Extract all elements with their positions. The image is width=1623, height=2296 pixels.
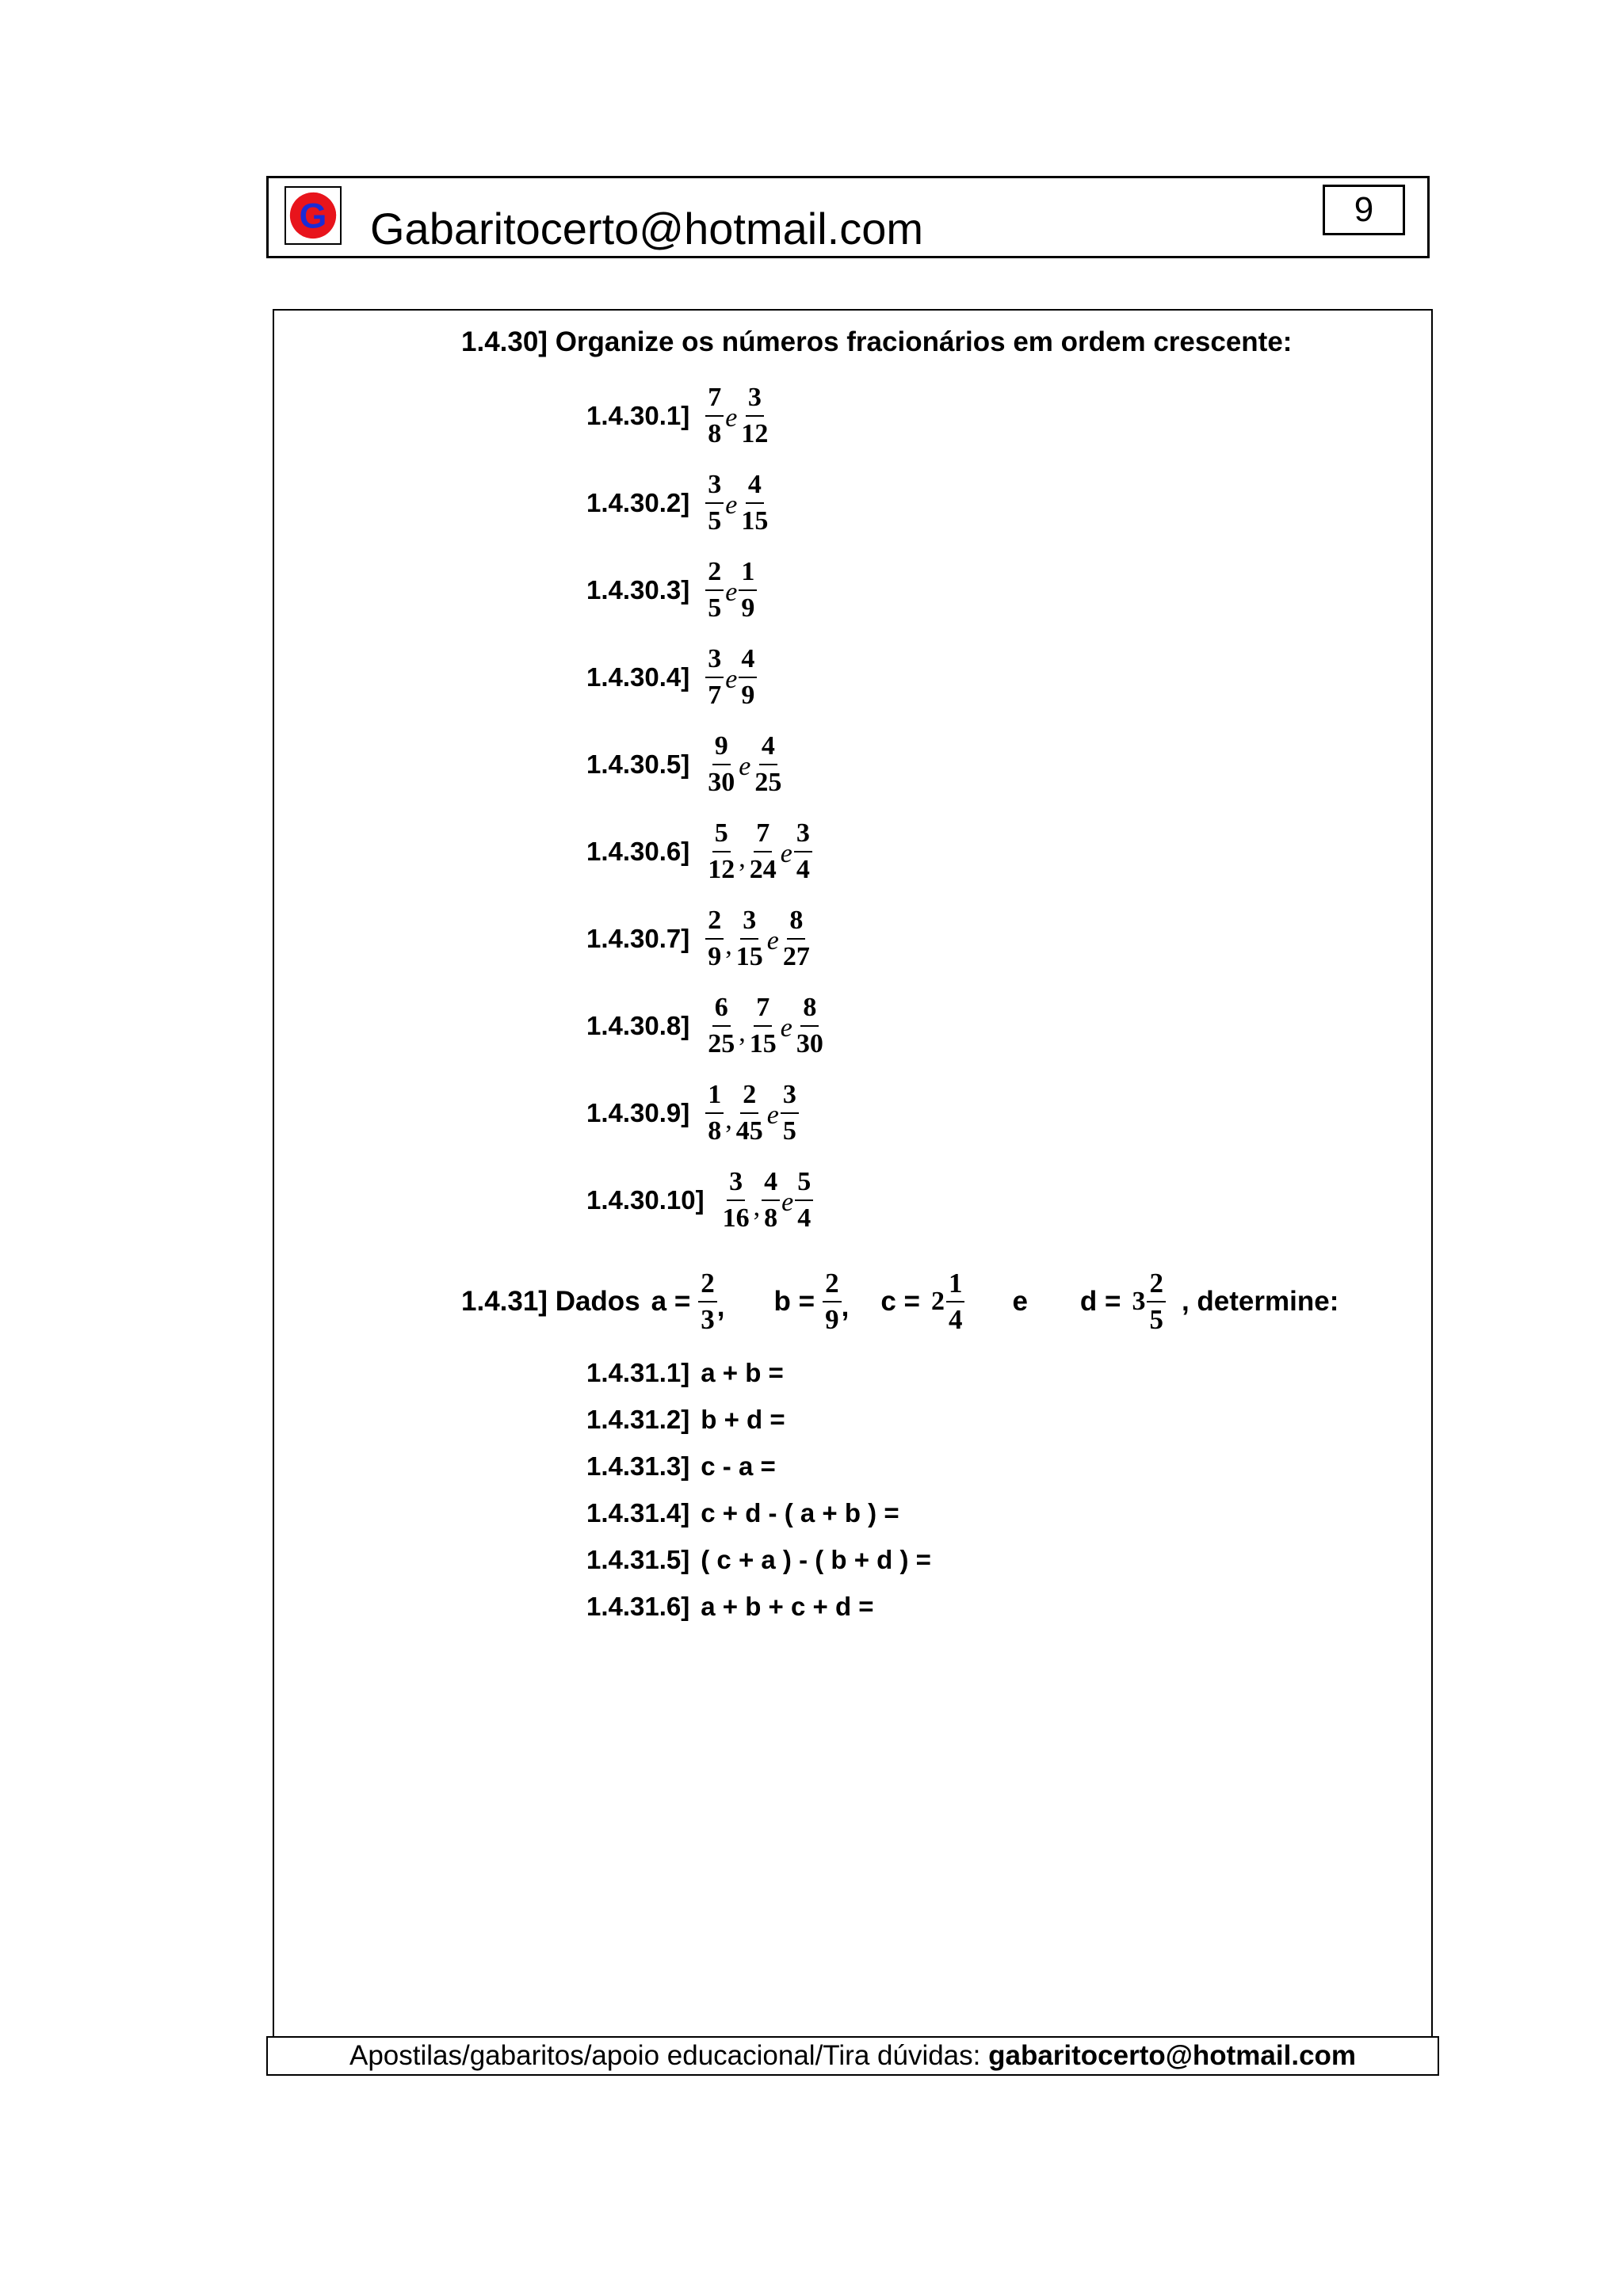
page-footer — [266, 2036, 1439, 2076]
q31-subitem-label: 1.4.31.6] — [586, 1592, 690, 1621]
connector-and: e — [725, 578, 738, 607]
fraction-denominator: 5 — [708, 593, 722, 623]
fraction — [747, 992, 779, 1060]
fraction — [705, 730, 737, 799]
q30-item-label: 1.4.30.1] — [586, 401, 690, 430]
fraction-numerator: 9 — [712, 730, 731, 765]
header-email: Gabaritocerto@hotmail.com — [370, 204, 924, 254]
q30-item — [586, 729, 784, 800]
connector-and: e — [766, 926, 779, 955]
q31-d-whole: 3 — [1132, 1287, 1146, 1316]
fraction — [734, 905, 766, 973]
fraction — [739, 643, 757, 711]
fraction-numerator: 2 — [705, 905, 724, 940]
q31-subitem — [586, 1497, 899, 1529]
q31-and-word: e — [1012, 1286, 1028, 1317]
q30-item-label: 1.4.30.10] — [586, 1185, 705, 1215]
fraction-denominator: 5 — [782, 1116, 796, 1146]
q30-item — [586, 555, 757, 626]
q31-b-fraction: $\frac{2}{9}$ — [823, 1268, 842, 1336]
q31-subitem-expression: b + d = — [701, 1405, 785, 1434]
fraction-numerator: 4 — [739, 643, 757, 678]
fraction-numerator: 7 — [754, 818, 772, 852]
q31-comma-b: , — [841, 1291, 850, 1322]
fraction-denominator: 7 — [708, 681, 722, 710]
q30-item-fractions — [705, 818, 812, 886]
q31-subitem — [586, 1591, 874, 1623]
q31-subitem-expression: a + b = — [701, 1358, 784, 1387]
connector-and: e — [766, 1100, 779, 1130]
q30-item-fractions — [705, 643, 757, 711]
fraction — [705, 556, 724, 624]
fraction-denominator: 24 — [749, 855, 777, 884]
fraction-denominator: 8 — [764, 1203, 778, 1233]
q31-subitem-label: 1.4.31.4] — [586, 1498, 690, 1527]
connector-comma: , — [753, 1192, 761, 1222]
fraction-denominator: 8 — [708, 419, 722, 448]
q30-item — [586, 1165, 813, 1236]
connector-comma: , — [725, 1105, 732, 1135]
q31-b-label: b = — [773, 1286, 815, 1317]
fraction-numerator: 2 — [740, 1079, 758, 1114]
q31-comma-a: , — [716, 1291, 725, 1322]
fraction-denominator: 8 — [708, 1116, 722, 1146]
connector-comma: , — [739, 844, 746, 873]
q30-item-label: 1.4.30.6] — [586, 837, 690, 866]
fraction — [705, 382, 724, 450]
fraction-denominator: 15 — [749, 1029, 777, 1058]
q31-prefix: 1.4.31] Dados — [461, 1286, 640, 1317]
q30-item-fractions — [705, 556, 757, 624]
svg-text:G: G — [299, 196, 327, 236]
q30-item — [586, 1077, 799, 1149]
q30-item — [586, 467, 770, 539]
fraction — [734, 1079, 766, 1147]
fraction-denominator: 9 — [741, 681, 755, 710]
connector-comma: , — [739, 1018, 746, 1047]
q30-item-fractions — [705, 992, 826, 1060]
q30-item-fractions — [705, 730, 784, 799]
fraction-denominator: 5 — [708, 506, 722, 536]
fraction — [705, 469, 724, 537]
q30-item-fractions — [720, 1166, 814, 1234]
fraction — [794, 818, 812, 886]
fraction-numerator: 3 — [705, 469, 724, 504]
fraction — [752, 730, 784, 799]
fraction-numerator: 3 — [746, 382, 764, 417]
fraction — [762, 1166, 780, 1234]
fraction-denominator: 4 — [797, 1203, 812, 1233]
connector-and: e — [780, 839, 792, 868]
q30-item-label: 1.4.30.5] — [586, 749, 690, 779]
q30-item-fractions — [705, 1079, 799, 1147]
fraction-numerator: 3 — [740, 905, 758, 940]
connector-and: e — [781, 1188, 794, 1217]
q30-item-fractions — [705, 382, 770, 450]
q31-c-fraction: $\frac{1}{4}$ — [946, 1268, 965, 1336]
fraction — [795, 1166, 813, 1234]
q31-subitem-expression: c + d - ( a + b ) = — [701, 1498, 899, 1527]
fraction-denominator: 12 — [708, 855, 735, 884]
fraction-numerator: 3 — [727, 1166, 745, 1201]
fraction-denominator: 25 — [754, 768, 782, 797]
q30-item — [586, 990, 826, 1062]
q31-c-label: c = — [880, 1286, 920, 1317]
footer-email: gabaritocerto@hotmail.com — [988, 2040, 1357, 2071]
q30-item — [586, 380, 770, 452]
fraction — [747, 818, 779, 886]
fraction-numerator: 1 — [705, 1079, 724, 1114]
q30-item-label: 1.4.30.4] — [586, 662, 690, 692]
q31-subitem — [586, 1544, 931, 1576]
fraction — [720, 1166, 752, 1234]
content-frame — [273, 309, 1433, 2038]
fraction-denominator: 4 — [796, 855, 810, 884]
fraction-denominator: 30 — [796, 1029, 823, 1058]
fraction-denominator: 25 — [708, 1029, 735, 1058]
q31-subitem — [586, 1451, 776, 1482]
fraction-denominator: 12 — [741, 419, 769, 448]
fraction-numerator: 7 — [754, 992, 772, 1027]
connector-and: e — [725, 403, 738, 433]
q31-d-label: d = — [1079, 1286, 1121, 1317]
q31-subitem-expression: ( c + a ) - ( b + d ) = — [701, 1545, 931, 1574]
fraction — [781, 1079, 799, 1147]
fraction — [705, 818, 737, 886]
gabarito-logo-icon — [285, 186, 342, 245]
q30-item — [586, 816, 812, 887]
q31-c-whole: 2 — [930, 1287, 945, 1316]
q31-d-fraction: $\frac{2}{5}$ — [1147, 1268, 1166, 1336]
q31-subitem-label: 1.4.31.1] — [586, 1358, 690, 1387]
fraction — [739, 556, 757, 624]
fraction-numerator: 5 — [712, 818, 731, 852]
fraction — [705, 643, 724, 711]
fraction-numerator: 7 — [705, 382, 724, 417]
fraction-numerator: 4 — [759, 730, 777, 765]
fraction-denominator: 9 — [708, 942, 722, 971]
fraction-numerator: 2 — [705, 556, 724, 591]
q30-item-label: 1.4.30.7] — [586, 924, 690, 953]
q30-item-label: 1.4.30.9] — [586, 1098, 690, 1127]
q31-a-label: a = — [651, 1286, 691, 1317]
q31-subitem-expression: a + b + c + d = — [701, 1592, 874, 1621]
fraction-numerator: 1 — [739, 556, 757, 591]
q31-subitem-label: 1.4.31.3] — [586, 1451, 690, 1481]
fraction-denominator: 15 — [741, 506, 769, 536]
q31-subitem — [586, 1404, 785, 1436]
fraction-numerator: 4 — [746, 469, 764, 504]
fraction — [794, 992, 826, 1060]
q30-item-label: 1.4.30.3] — [586, 575, 690, 605]
q31-subitem-label: 1.4.31.2] — [586, 1405, 690, 1434]
q30-item-label: 1.4.30.8] — [586, 1011, 690, 1040]
fraction — [705, 905, 724, 973]
fraction — [781, 905, 812, 973]
fraction-denominator: 27 — [782, 942, 810, 971]
q31-subitem-expression: c - a = — [701, 1451, 776, 1481]
connector-and: e — [725, 665, 738, 694]
q31-subitem — [586, 1357, 784, 1389]
fraction-denominator: 45 — [735, 1116, 763, 1146]
fraction — [705, 1079, 724, 1147]
page-header — [266, 176, 1430, 258]
fraction-denominator: 9 — [741, 593, 755, 623]
fraction-numerator: 3 — [794, 818, 812, 852]
fraction-numerator: 3 — [781, 1079, 799, 1114]
fraction-denominator: 30 — [708, 768, 735, 797]
fraction-numerator: 8 — [800, 992, 819, 1027]
footer-text: Apostilas/gabaritos/apoio educacional/Tira dúvidas: — [349, 2040, 989, 2071]
q30-item — [586, 903, 812, 974]
q31-suffix: , determine: — [1181, 1286, 1339, 1317]
connector-comma: , — [725, 931, 732, 960]
q30-item-label: 1.4.30.2] — [586, 488, 690, 517]
connector-and: e — [780, 1013, 792, 1043]
question-31-statement — [461, 1266, 1338, 1337]
fraction — [739, 469, 770, 537]
fraction — [739, 382, 770, 450]
q30-item-fractions — [705, 905, 812, 973]
fraction-numerator: 8 — [787, 905, 805, 940]
q31-a-fraction: $\frac{2}{3}$ — [698, 1268, 717, 1336]
fraction-numerator: 6 — [712, 992, 731, 1027]
connector-and: e — [725, 490, 738, 520]
fraction-denominator: 16 — [722, 1203, 750, 1233]
fraction-numerator: 3 — [705, 643, 724, 678]
fraction — [705, 992, 737, 1060]
connector-and: e — [739, 752, 751, 781]
question-30-title: 1.4.30] Organize os números fracionários em ordem crescente: — [461, 326, 1293, 357]
q31-subitem-label: 1.4.31.5] — [586, 1545, 690, 1574]
q30-item — [586, 642, 757, 713]
fraction-denominator: 15 — [735, 942, 763, 971]
page-number: 9 — [1323, 185, 1405, 235]
fraction-numerator: 4 — [762, 1166, 780, 1201]
q30-item-fractions — [705, 469, 770, 537]
fraction-numerator: 5 — [795, 1166, 813, 1201]
